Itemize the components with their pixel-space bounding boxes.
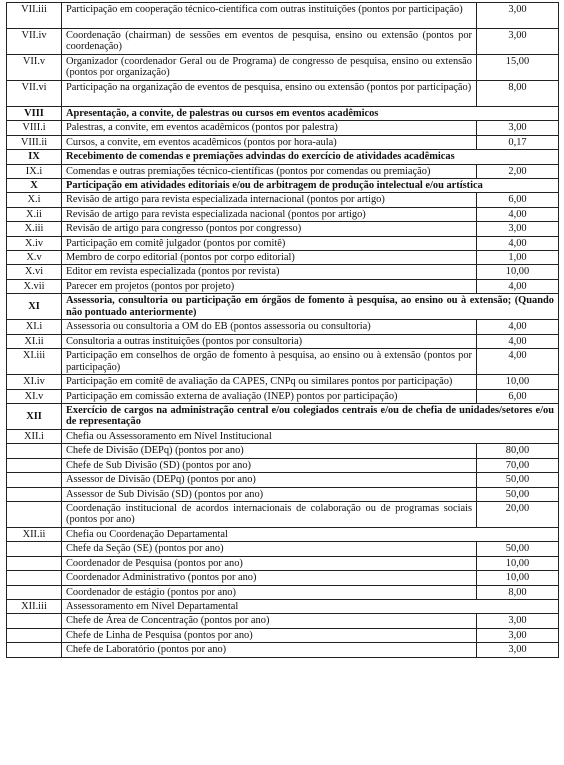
item-code: VIII.ii — [7, 135, 62, 149]
indent-cell — [7, 643, 62, 657]
item-code: XI.v — [7, 389, 62, 403]
item-points: 3,00 — [477, 614, 559, 628]
item-description: Revisão de artigo para revista especializada nacional (pontos por artigo) — [62, 207, 477, 221]
table-row — [7, 349, 559, 375]
scoring-table-body — [7, 3, 559, 658]
item-points: 0,17 — [477, 135, 559, 149]
item-description: Organizador (coordenador Geral ou de Programa) de congresso de pesquisa, ensino ou extensão (pontos por organização) — [62, 55, 477, 81]
table-row — [7, 542, 559, 556]
item-points: 3,00 — [477, 29, 559, 55]
item-code: XI.i — [7, 320, 62, 334]
item-description: Chefe de Laboratório (pontos por ano) — [62, 643, 477, 657]
indent-cell — [7, 628, 62, 642]
item-points: 15,00 — [477, 55, 559, 81]
section-title: Participação em atividades editoriais e/ou de arbitragem de produção intelectual e/ou artística — [62, 179, 559, 193]
item-description: Parecer em projetos (pontos por projeto) — [62, 279, 477, 293]
indent-cell — [7, 556, 62, 570]
item-points: 4,00 — [477, 334, 559, 348]
item-points: 4,00 — [477, 349, 559, 375]
item-description: Cursos, a convite, em eventos acadêmicos (pontos por hora-aula) — [62, 135, 477, 149]
item-description: Chefe de Área de Concentração (pontos por ano) — [62, 614, 477, 628]
item-description: Participação em conselhos de orgão de fomento à pesquisa, ao ensino ou à extensão (pontos por participação) — [62, 349, 477, 375]
item-points: 70,00 — [477, 458, 559, 472]
item-code: X.vii — [7, 279, 62, 293]
item-points: 3,00 — [477, 3, 559, 29]
item-code: VIII.i — [7, 121, 62, 135]
item-points: 80,00 — [477, 444, 559, 458]
item-points: 1,00 — [477, 251, 559, 265]
item-description: Participação em comitê de avaliação da CAPES, CNPq ou similares pontos por participação) — [62, 375, 477, 389]
scoring-table — [6, 2, 559, 658]
subsection-row — [7, 429, 559, 443]
item-points: 3,00 — [477, 643, 559, 657]
item-description: Participação em comitê julgador (pontos por comitê) — [62, 236, 477, 250]
item-description: Revisão de artigo para congresso (pontos por congresso) — [62, 222, 477, 236]
item-code: VII.vi — [7, 81, 62, 107]
item-points: 3,00 — [477, 628, 559, 642]
item-description: Assessoria ou consultoria a OM do EB (pontos assessoria ou consultoria) — [62, 320, 477, 334]
indent-cell — [7, 444, 62, 458]
item-description: Chefe da Seção (SE) (pontos por ano) — [62, 542, 477, 556]
table-row — [7, 55, 559, 81]
item-code: X.i — [7, 193, 62, 207]
table-row — [7, 121, 559, 135]
item-points: 10,00 — [477, 265, 559, 279]
table-row — [7, 585, 559, 599]
table-row — [7, 222, 559, 236]
item-description: Consultoria a outras instituições (pontos por consultoria) — [62, 334, 477, 348]
indent-cell — [7, 473, 62, 487]
item-points: 50,00 — [477, 473, 559, 487]
item-code: XI.iv — [7, 375, 62, 389]
section-header-row — [7, 150, 559, 164]
indent-cell — [7, 458, 62, 472]
subsection-row — [7, 527, 559, 541]
item-points: 10,00 — [477, 375, 559, 389]
item-code: XI.ii — [7, 334, 62, 348]
table-row — [7, 207, 559, 221]
item-points: 3,00 — [477, 121, 559, 135]
item-points: 2,00 — [477, 164, 559, 178]
indent-cell — [7, 614, 62, 628]
item-code: X.vi — [7, 265, 62, 279]
section-title: Recebimento de comendas e premiações advindas do exercício de atividades acadêmicas — [62, 150, 559, 164]
indent-cell — [7, 585, 62, 599]
section-code: XII — [7, 403, 62, 429]
item-points: 20,00 — [477, 501, 559, 527]
item-description: Coordenação institucional de acordos internacionais de colaboração ou de programas sociais (pontos por ano) — [62, 501, 477, 527]
section-title: Assessoria, consultoria ou participação em órgãos de fomento à pesquisa, ao ensino ou à extensão; (Quando não pontuado anteriormente) — [62, 294, 559, 320]
item-points: 4,00 — [477, 279, 559, 293]
indent-cell — [7, 542, 62, 556]
table-row — [7, 81, 559, 107]
table-row — [7, 251, 559, 265]
item-description: Palestras, a convite, em eventos acadêmicos (pontos por palestra) — [62, 121, 477, 135]
item-description: Comendas e outras premiações técnico-científicas (pontos por comendas ou premiação) — [62, 164, 477, 178]
table-row — [7, 135, 559, 149]
section-header-row — [7, 179, 559, 193]
item-points: 8,00 — [477, 585, 559, 599]
subsection-row — [7, 599, 559, 613]
section-code: IX — [7, 150, 62, 164]
item-description: Coordenador Administrativo (pontos por ano) — [62, 571, 477, 585]
table-row — [7, 265, 559, 279]
item-points: 8,00 — [477, 81, 559, 107]
table-row — [7, 501, 559, 527]
table-row — [7, 236, 559, 250]
section-code: X — [7, 179, 62, 193]
item-description: Chefe de Linha de Pesquisa (pontos por ano) — [62, 628, 477, 642]
table-row — [7, 320, 559, 334]
item-code: X.v — [7, 251, 62, 265]
table-row — [7, 3, 559, 29]
subsection-code: XII.i — [7, 429, 62, 443]
item-description: Editor em revista especializada (pontos por revista) — [62, 265, 477, 279]
item-points: 4,00 — [477, 320, 559, 334]
table-row — [7, 487, 559, 501]
item-points: 10,00 — [477, 556, 559, 570]
item-points: 50,00 — [477, 487, 559, 501]
table-row — [7, 334, 559, 348]
table-row — [7, 628, 559, 642]
subsection-code: XII.iii — [7, 599, 62, 613]
table-row — [7, 279, 559, 293]
table-row — [7, 614, 559, 628]
section-header-row — [7, 403, 559, 429]
item-points: 6,00 — [477, 389, 559, 403]
item-code: X.ii — [7, 207, 62, 221]
table-row — [7, 643, 559, 657]
item-points: 50,00 — [477, 542, 559, 556]
item-description: Coordenador de Pesquisa (pontos por ano) — [62, 556, 477, 570]
subsection-title: Chefia ou Coordenação Departamental — [62, 527, 559, 541]
section-code: XI — [7, 294, 62, 320]
table-row — [7, 389, 559, 403]
item-points: 10,00 — [477, 571, 559, 585]
item-description: Participação na organização de eventos de pesquisa, ensino ou extensão (pontos por participação) — [62, 81, 477, 107]
item-code: XI.iii — [7, 349, 62, 375]
table-row — [7, 164, 559, 178]
table-row — [7, 29, 559, 55]
section-header-row — [7, 294, 559, 320]
indent-cell — [7, 571, 62, 585]
indent-cell — [7, 501, 62, 527]
item-description: Revisão de artigo para revista especializada internacional (pontos por artigo) — [62, 193, 477, 207]
table-row — [7, 375, 559, 389]
section-code: VIII — [7, 107, 62, 121]
item-code: IX.i — [7, 164, 62, 178]
item-description: Membro de corpo editorial (pontos por corpo editorial) — [62, 251, 477, 265]
table-row — [7, 473, 559, 487]
table-row — [7, 571, 559, 585]
item-code: VII.v — [7, 55, 62, 81]
item-points: 4,00 — [477, 236, 559, 250]
subsection-title: Chefia ou Assessoramento em Nível Institucional — [62, 429, 559, 443]
table-row — [7, 556, 559, 570]
table-row — [7, 193, 559, 207]
indent-cell — [7, 487, 62, 501]
item-points: 6,00 — [477, 193, 559, 207]
item-code: VII.iii — [7, 3, 62, 29]
item-code: VII.iv — [7, 29, 62, 55]
section-header-row — [7, 107, 559, 121]
subsection-code: XII.ii — [7, 527, 62, 541]
item-points: 4,00 — [477, 207, 559, 221]
subsection-title: Assessoramento em Nível Departamental — [62, 599, 559, 613]
table-row — [7, 458, 559, 472]
item-description: Assessor de Divisão (DEPq) (pontos por ano) — [62, 473, 477, 487]
table-row — [7, 444, 559, 458]
item-code: X.iv — [7, 236, 62, 250]
item-description: Chefe de Sub Divisão (SD) (pontos por ano) — [62, 458, 477, 472]
item-description: Participação em comissão externa de avaliação (INEP) pontos por participação) — [62, 389, 477, 403]
item-points: 3,00 — [477, 222, 559, 236]
item-description: Participação em cooperação técnico-científica com outras instituições (pontos por participação) — [62, 3, 477, 29]
item-description: Assessor de Sub Divisão (SD) (pontos por ano) — [62, 487, 477, 501]
item-description: Coordenador de estágio (pontos por ano) — [62, 585, 477, 599]
item-description: Chefe de Divisão (DEPq) (pontos por ano) — [62, 444, 477, 458]
section-title: Apresentação, a convite, de palestras ou cursos em eventos acadêmicos — [62, 107, 559, 121]
item-code: X.iii — [7, 222, 62, 236]
section-title: Exercício de cargos na administração central e/ou colegiados centrais e/ou de chefia de unidades/setores e/ou de representação — [62, 403, 559, 429]
item-description: Coordenação (chairman) de sessões em eventos de pesquisa, ensino ou extensão (pontos por coordenação) — [62, 29, 477, 55]
